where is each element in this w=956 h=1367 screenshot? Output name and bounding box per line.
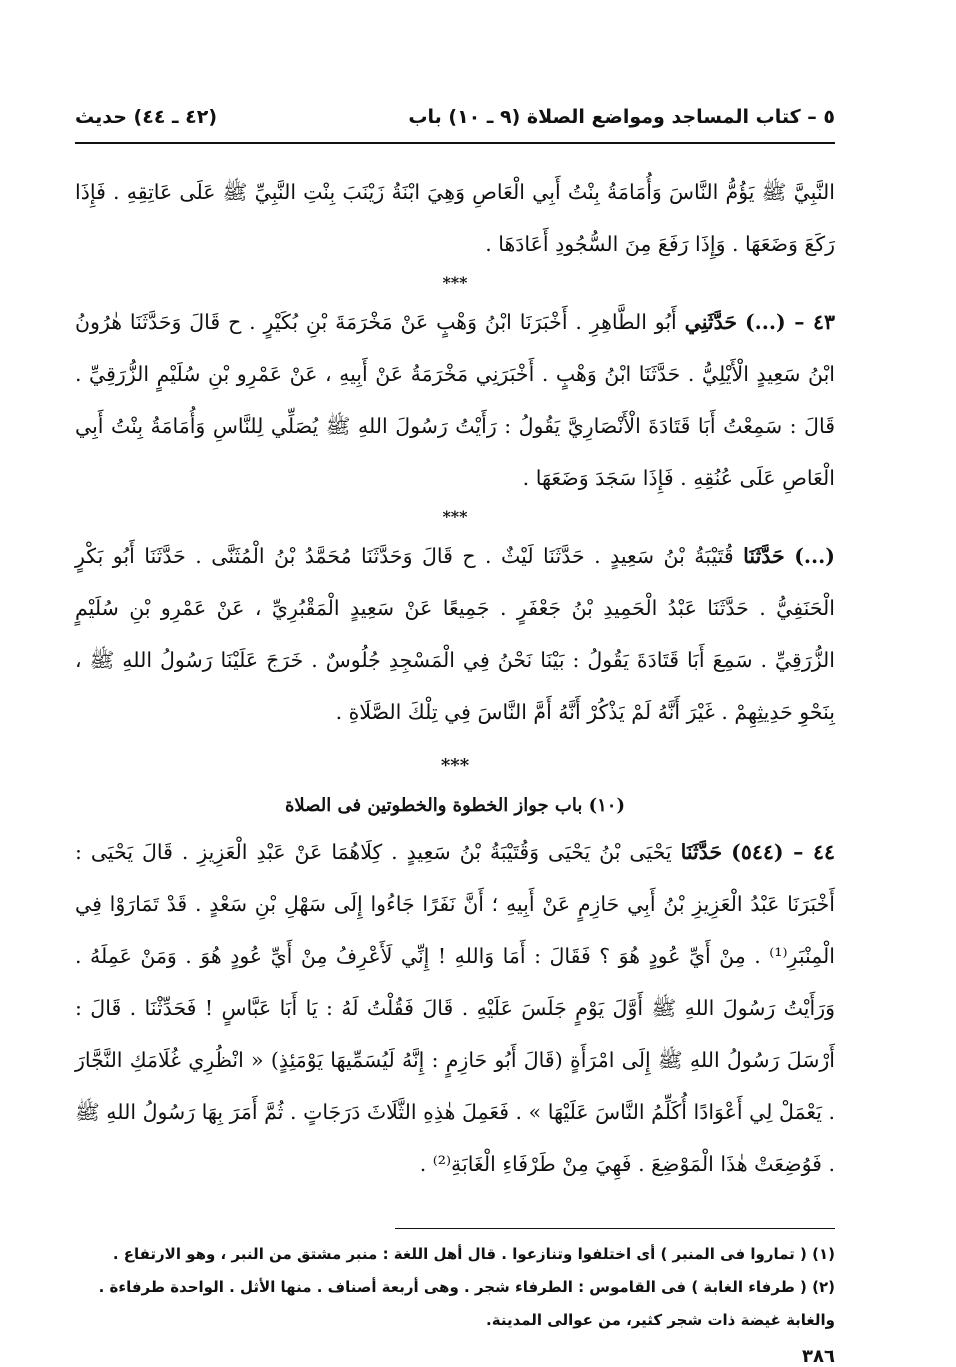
footnote-1: (١) ( تماروا فى المنبر ) أى اختلفوا وتنازعوا . قال أهل اللغة : منبر مشتق من النبر ، وهو الارتفاع . <box>112 1245 835 1263</box>
section-separator: *** <box>442 273 468 292</box>
running-header <box>75 100 835 140</box>
hadith-number: ٤٤ – (٥٤٤) <box>731 840 835 864</box>
hadith-text: قُتَيْبَةُ بْنُ سَعِيدٍ . حَدَّثَنَا لَيْثٌ . ح قَالَ وَحَدَّثَنَا مُحَمَّدُ بْنُ الْمُثَنَّى . حَدَّثَنَا أَبُو بَكْرٍ الْحَنَفِيُّ . حَدَّثَنَا عَبْدُ الْحَمِيدِ بْنُ جَعْفَرٍ . جَمِيعًا عَنْ سَعِيدٍ الْمَقْبُرِيِّ ، عَنْ عَمْرِو بْنِ سُلَيْمٍ الزُّرَقِيِّ . سَمِعَ أَبَا قَتَادَةَ يَقُولُ : بَيْنَا نَحْنُ فِي الْمَسْجِدِ جُلُوسٌ . خَرَجَ عَلَيْنَا رَسُولُ اللهِ ﷺ ، بِنَحْوِ حَدِيثِهِمْ . غَيْرَ أَنَّهُ لَمْ يَذْكُرْ أَنَّهُ أَمَّ النَّاسَ فِي تِلْكَ الصَّلَاةِ . <box>75 544 835 724</box>
paragraph-continuation: النَّبِيَّ ﷺ يَؤُمُّ النَّاسَ وَأُمَامَةُ بِنْتُ أَبِي الْعَاصِ وَهِيَ ابْنَةُ زَيْنَبَ بِنْتِ النَّبِيِّ ﷺ عَلَى عَاتِقِهِ . فَإِذَا رَكَعَ وَضَعَهَا . وَإِذَا رَفَعَ مِنَ السُّجُودِ أَعَادَهَا . <box>75 180 835 256</box>
footnote-rule <box>395 1228 835 1229</box>
hadith-number: ٤٣ – (...) <box>744 310 835 334</box>
running-header-title: ٥ – كتاب المساجد ومواضع الصلاة (٩ ـ ١٠) باب <box>408 106 835 128</box>
chapter-title: (١٠) باب جواز الخطوة والخطوتين فى الصلاة <box>284 795 626 816</box>
footnote-2: (٢) ( طرفاء الغابة ) فى القاموس : الطرفاء شجر . وهى أربعة أصناف . منها الأثل . الواحدة طرفاءة . والغابة غيضة ذات شجر كثير، من عوالى المدينة. <box>98 1278 835 1329</box>
hadith-text: أَبُو الطَّاهِرِ . أَخْبَرَنَا ابْنُ وَهْبٍ عَنْ مَخْرَمَةَ بْنِ بُكَيْرٍ . ح قَالَ وَحَدَّثَنَا هٰرُونُ ابْنُ سَعِيدٍ الْأَيْلِيُّ . حَدَّثَنَا ابْنُ وَهْبٍ . أَخْبَرَنِي مَخْرَمَةُ عَنْ أَبِيهِ ، عَنْ عَمْرِو بْنِ سُلَيْمٍ الزُّرَقِيِّ . قَالَ : سَمِعْتُ أَبَا قَتَادَةَ الْأَنْصَارِيَّ يَقُولُ : رَأَيْتُ رَسُولَ اللهِ ﷺ يُصَلِّي لِلنَّاسِ وَأُمَامَةُ بِنْتُ أَبِي الْعَاصِ عَلَى عُنُقِهِ . فَإِذَا سَجَدَ وَضَعَهَا . <box>75 310 835 490</box>
hadith-text: يَحْيَى بْنُ يَحْيَى وَقُتَيْبَةُ بْنُ سَعِيدٍ . كِلَاهُمَا عَنْ عَبْدِ الْعَزِيزِ . قَالَ يَحْيَى : أَخْبَرَنَا عَبْدُ الْعَزِيزِ بْنُ أَبِي حَازِمٍ عَنْ أَبِيهِ ؛ أَنَّ نَفَرًا جَاءُوا إِلَى سَهْلِ بْنِ سَعْدٍ . قَدْ تَمَارَوْا فِي الْمِنْبَرِ⁽¹⁾ . مِنْ أَيِّ عُودٍ هُوَ ؟ فَقَالَ : أَمَا وَاللهِ ! إِنِّي لَأَعْرِفُ مِنْ أَيِّ عُودٍ هُوَ . وَمَنْ عَمِلَهُ . وَرَأَيْتُ رَسُولَ اللهِ ﷺ أَوَّلَ يَوْمٍ جَلَسَ عَلَيْهِ . قَالَ فَقُلْتُ لَهُ : يَا أَبَا عَبَّاسٍ ! فَحَدِّثْنَا . قَالَ : أَرْسَلَ رَسُولُ اللهِ ﷺ إِلَى امْرَأَةٍ (قَالَ أَبُو حَازِمٍ : إِنَّهُ لَيُسَمِّيهَا يَوْمَئِذٍ) « انْظُرِي غُلَامَكِ النَّجَّارَ . يَعْمَلْ لِي أَعْوَادًا أُكَلِّمُ النَّاسَ عَلَيْهَا » . فَعَمِلَ هٰذِهِ الثَّلَاثَ دَرَجَاتٍ . ثُمَّ أَمَرَ بِهَا رَسُولُ اللهِ ﷺ . فَوُضِعَتْ هٰذَا الْمَوْضِعَ . فَهِيَ مِنْ طَرْفَاءِ الْغَابَةِ⁽²⁾ . <box>75 840 835 1176</box>
header-rule <box>75 142 835 144</box>
haddatha-word: حَدَّثَنَا <box>680 840 723 864</box>
haddatha-word: حَدَّثَنَا <box>743 544 785 568</box>
chapter-separator: *** <box>440 755 470 776</box>
hadith-43-variant <box>75 530 835 738</box>
hadith-43 <box>75 296 835 504</box>
hadith-44 <box>75 826 835 1190</box>
page-number: ٣٨٦ <box>802 1346 835 1367</box>
section-separator: *** <box>442 507 468 526</box>
running-header-hadith-range: (٤٢ ـ ٤٤) حديث <box>75 106 218 128</box>
hadith-number: (...) <box>794 544 835 568</box>
footnotes <box>75 1238 835 1337</box>
book-page <box>75 100 835 1367</box>
main-text <box>75 166 835 1190</box>
haddatha-word: حَدَّثَنِي <box>684 310 738 334</box>
